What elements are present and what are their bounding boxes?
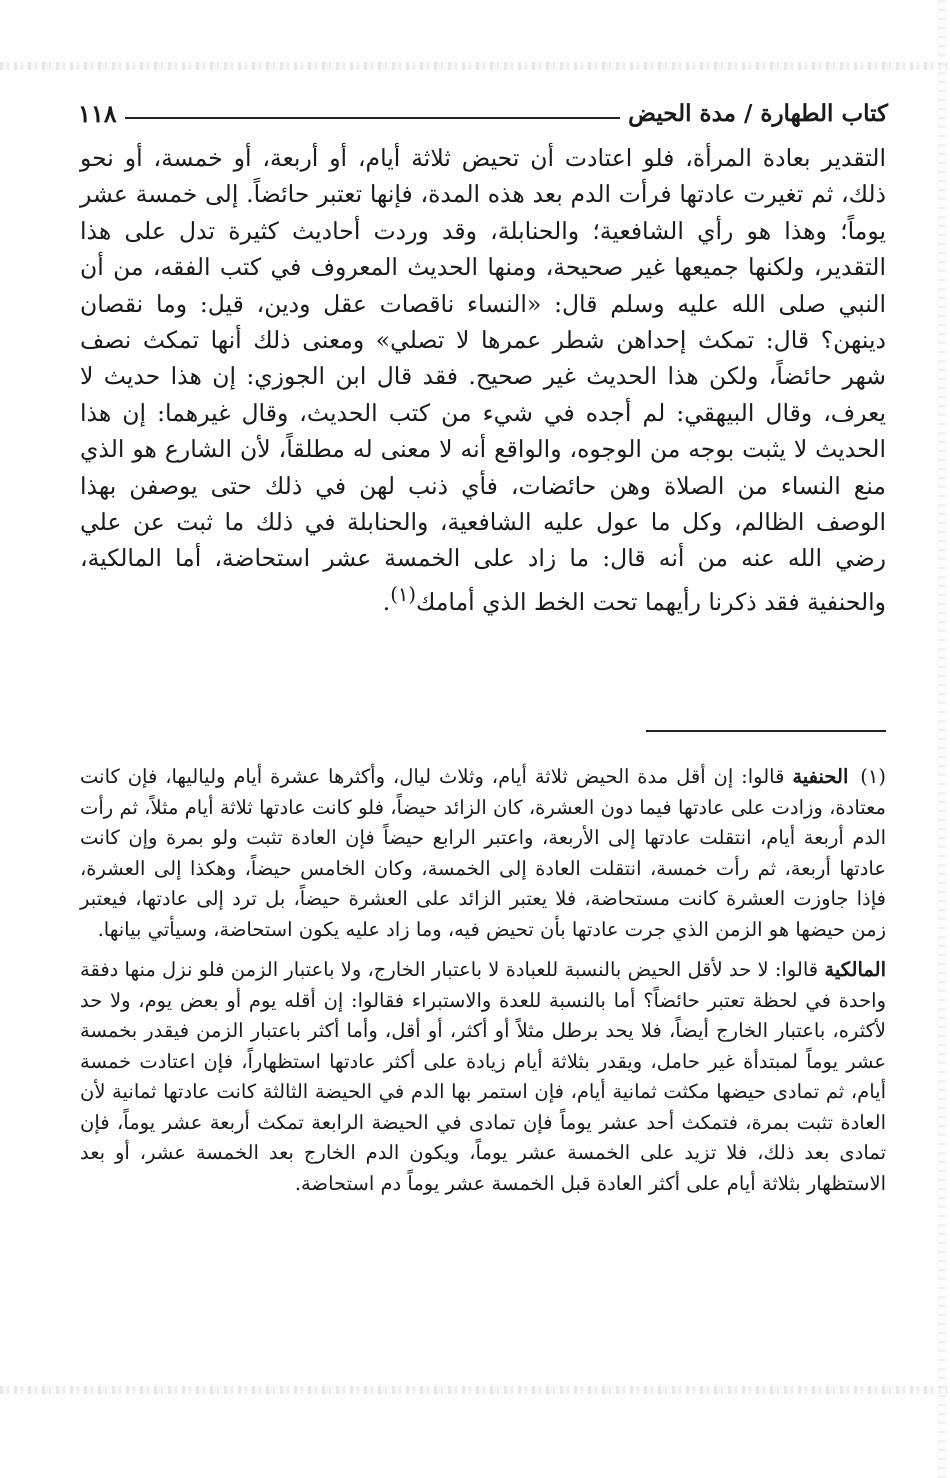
page-number: ١١٨ [78, 98, 117, 128]
main-paragraph-text: التقدير بعادة المرأة، فلو اعتادت أن تحيض ثلاثة أيام، أو أربعة، أو خمسة، أو نحو ذلك، ثم تغيرت عادتها فرأت الدم بعد هذه المدة، فإنها تعتبر حائضاً. إلى خمسة عشر يوماً؛ وهذا هو رأي الشافعية؛ والحنابلة، وقد وردت أحاديث كثيرة تدل على هذا التقدير، ولكنها جميعها غير صحيحة، ومنها الحديث المعروف في كتب الفقه، من أن النبي صلى الله عليه وسلم قال: «النساء ناقصات عقل ودين، قيل: وما نقصان دينهن؟ قال: تمكث إحداهن شطر عمرها لا تصلي» ومعنى ذلك أنها تمكث نصف شهر حائضاً، ولكن هذا الحديث غير صحيح. فقد قال ابن الجوزي: إن هذا حديث لا يعرف، وقال البيهقي: لم أجده في شيء من كتب الحديث، وقال غيرهما: إن هذا الحديث لا يثبت بوجه من الوجوه، والواقع أنه لا معنى له مطلقاً، لأن الشارع هو الذي منع النساء من الصلاة وهن حائضات، فأي ذنب لهن في ذلك حتى يوصفن بهذا الوصف الظالم، وكل ما عول عليه الشافعية، والحنابلة في ذلك ما ثبت عن علي رضي الله عنه من أنه قال: ما زاد على الخمسة عشر استحاضة، أما المالكية، والحنفية فقد ذكرنا رأيهما تحت الخط الذي أمامك [80, 144, 886, 616]
footnote-lead-hanafi: الحنفية [792, 765, 849, 788]
footnote-reference: (١) [390, 582, 417, 606]
footnote-hanafi [80, 762, 886, 945]
header-rule [125, 117, 621, 119]
scan-edge-bottom [0, 1386, 950, 1394]
footnote-text-hanafi: قالوا: إن أقل مدة الحيض ثلاثة أيام، وثلاث ليال، وأكثرها عشرة أيام ولياليها، فإن كانت معتادة، وزادت على عادتها فيما دون العشرة، كان الزائد حيضاً، فلو كانت عادتها ثلاثة أيام مثلاً، ثم رأت الدم أربعة أيام، انتقلت عادتها إلى الأربعة، واعتبر الرابع حيضاً فإن العادة تثبت ولو بمرة وإن كانت عادتها أربعة، ثم رأت خمسة، انتقلت العادة إلى الخمسة، وكان الخامس حيضاً، وهكذا إلى العشرة، فإذا جاوزت العشرة كانت مستحاضة، فلا يعتبر الزائد على العشرة حيضاً، بل ترد إلى عادتها، فيعتبر زمن حيضها هو الزمن الذي جرت عادتها بأن تحيض فيه، وما زاد عليه يكون استحاضة، وسيأتي بيانها. [80, 765, 886, 941]
footnote-maliki [80, 955, 886, 1199]
scan-edge-right [938, 0, 946, 1478]
main-text [80, 140, 886, 620]
page-header [78, 96, 888, 130]
main-paragraph: التقدير بعادة المرأة، فلو اعتادت أن تحيض ثلاثة أيام، أو أربعة، أو خمسة، أو نحو ذلك، ثم تغيرت عادتها فرأت الدم بعد هذه المدة، فإنها تعتبر حائضاً. إلى خمسة عشر يوماً؛ وهذا هو رأي الشافعية؛ والحنابلة، وقد وردت أحاديث كثيرة تدل على هذا التقدير، ولكنها جميعها غير صحيحة، ومنها الحديث المعروف في كتب الفقه، من أن النبي صلى الله عليه وسلم قال: «النساء ناقصات عقل ودين، قيل: وما نقصان دينهن؟ قال: تمكث إحداهن شطر عمرها لا تصلي» ومعنى ذلك أنها تمكث نصف شهر حائضاً، ولكن هذا الحديث غير صحيح. فقد قال ابن الجوزي: إن هذا حديث لا يعرف، وقال البيهقي: لم أجده في شيء من كتب الحديث، وقال غيرهما: إن هذا الحديث لا يثبت بوجه من الوجوه، والواقع أنه لا معنى له مطلقاً، لأن الشارع هو الذي منع النساء من الصلاة وهن حائضات، فأي ذنب لهن في ذلك حتى يوصفن بهذا الوصف الظالم، وكل ما عول عليه الشافعية، والحنابلة في ذلك ما ثبت عن علي رضي الله عنه من أنه قال: ما زاد على الخمسة عشر استحاضة، أما المالكية، والحنفية فقد ذكرنا رأيهما تحت الخط الذي أمامك$^{(١)}$. [80, 144, 886, 616]
footnote-number: (١) [860, 765, 886, 788]
footnote-lead-maliki: المالكية [824, 958, 887, 981]
footnotes [80, 762, 886, 1199]
running-title: كتاب الطهارة / مدة الحيض [628, 99, 888, 127]
scan-edge-top [0, 62, 950, 70]
footnote-text-maliki: قالوا: لا حد لأقل الحيض بالنسبة للعبادة لا باعتبار الخارج، ولا باعتبار الزمن فلو نزل منها دفقة واحدة في لحظة تعتبر حائضاً؟ أما بالنسبة للعدة والاستبراء فقالوا: إن أقله يوم أو بعض يوم، ولا حد لأكثره، باعتبار الخارج أيضاً، فلا يحد برطل مثلاً أو أكثر، أو أقل، وأما أكثر باعتبار الزمن فيقدر بخمسة عشر يوماً لمبتدأة غير حامل، ويقدر بثلاثة أيام زيادة على أكثر عادتها استظهاراً، فإن اعتادت خمسة أيام، ثم تمادى حيضها مكثت ثمانية أيام، فإن استمر بها الدم في الحيضة الثالثة كانت عادتها ثمانية لأن العادة تثبت بمرة، فتمكث أحد عشر يوماً فإن تمادى في الحيضة الرابعة تمكث أربعة عشر يوماً، فإن تمادى بعد ذلك، فلا تزيد على الخمسة عشر يوماً، ويكون الدم الخارج بعد الخمسة عشر، أو بعد الاستظهار بثلاثة أيام على أكثر العادة قبل الخمسة عشر يوماً دم استحاضة. [80, 958, 887, 1195]
footnote-separator [646, 730, 886, 732]
